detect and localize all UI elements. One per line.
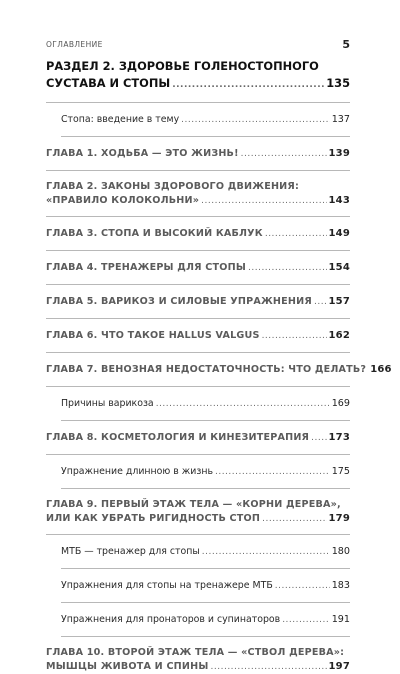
divider bbox=[61, 420, 350, 421]
dot-leader bbox=[172, 77, 324, 94]
divider bbox=[46, 352, 350, 353]
divider bbox=[61, 488, 350, 489]
toc-entry-mtb-exercises[interactable] bbox=[46, 579, 350, 593]
toc-page-number: 162 bbox=[328, 330, 350, 341]
divider bbox=[46, 216, 350, 217]
toc-entry-title: Упражнения для стопы на тренажере МТБ bbox=[61, 580, 273, 591]
divider bbox=[61, 568, 350, 569]
toc-entry-title: Упражнение длинною в жизнь bbox=[61, 466, 213, 477]
toc-entry-lifelong-exercise[interactable] bbox=[46, 465, 350, 479]
toc-page-number: 137 bbox=[331, 114, 350, 125]
dot-leader bbox=[311, 431, 326, 445]
table-of-contents bbox=[46, 58, 392, 674]
toc-entry-title: ГЛАВА 3. СТОПА И ВЫСОКИЙ КАБЛУК bbox=[46, 228, 263, 239]
toc-entry-title: ГЛАВА 6. ЧТО ТАКОЕ HALLUS VALGUS bbox=[46, 330, 260, 341]
dot-leader bbox=[215, 465, 330, 479]
dot-leader bbox=[282, 613, 330, 627]
toc-page-number: 139 bbox=[328, 148, 350, 159]
toc-page-number: 135 bbox=[326, 76, 350, 90]
toc-page-number: 149 bbox=[328, 228, 350, 239]
toc-entry-title-line-1: ГЛАВА 10. ВТОРОЙ ЭТАЖ ТЕЛА — «СТВОЛ ДЕРЕВА»: bbox=[46, 647, 345, 658]
toc-entry-title-line-1: РАЗДЕЛ 2. ЗДОРОВЬЕ ГОЛЕНОСТОПНОГО bbox=[46, 59, 319, 73]
toc-entry-pronators-exercises[interactable] bbox=[46, 613, 350, 627]
dot-leader bbox=[241, 147, 327, 161]
toc-entry-title: Причины варикоза bbox=[61, 398, 154, 409]
toc-page-number: 143 bbox=[328, 195, 350, 206]
toc-page-number: 179 bbox=[328, 513, 350, 524]
toc-page-number: 191 bbox=[331, 614, 350, 625]
toc-entry-title: ГЛАВА 7. ВЕНОЗНАЯ НЕДОСТАТОЧНОСТЬ: ЧТО ДЕЛАТЬ? bbox=[46, 364, 367, 375]
divider bbox=[61, 136, 350, 137]
toc-page-number: 197 bbox=[328, 661, 350, 672]
divider bbox=[46, 318, 350, 319]
dot-leader bbox=[248, 261, 327, 275]
dot-leader bbox=[202, 545, 330, 559]
divider bbox=[61, 636, 350, 637]
dot-leader bbox=[181, 113, 330, 127]
dot-leader bbox=[211, 660, 327, 674]
divider bbox=[46, 534, 350, 535]
toc-entry-chapter-6[interactable] bbox=[46, 329, 350, 343]
toc-page-number: 169 bbox=[331, 398, 350, 409]
divider bbox=[46, 102, 350, 103]
toc-entry-title: Упражнения для пронаторов и супинаторов bbox=[61, 614, 281, 625]
toc-entry-chapter-1[interactable] bbox=[46, 147, 350, 161]
divider bbox=[46, 386, 350, 387]
divider bbox=[46, 250, 350, 251]
toc-entry-title-line-2: «ПРАВИЛО КОЛОКОЛЬНИ» bbox=[46, 195, 200, 206]
dot-leader bbox=[262, 329, 327, 343]
toc-page-number: 175 bbox=[331, 466, 350, 477]
toc-entry-title-line-2: СУСТАВА И СТОПЫ bbox=[46, 76, 171, 90]
toc-entry-title-line-1: ГЛАВА 2. ЗАКОНЫ ЗДОРОВОГО ДВИЖЕНИЯ: bbox=[46, 181, 300, 192]
toc-entry-mtb-trainer[interactable] bbox=[46, 545, 350, 559]
toc-entry-chapter-5[interactable] bbox=[46, 295, 350, 309]
toc-entry-chapter-3[interactable] bbox=[46, 227, 350, 241]
dot-leader bbox=[262, 512, 326, 526]
toc-entry-chapter-10[interactable] bbox=[46, 646, 350, 674]
running-head: ОГЛАВЛЕНИЕ bbox=[46, 40, 103, 49]
toc-entry-chapter-9[interactable] bbox=[46, 498, 350, 526]
dot-leader bbox=[275, 579, 330, 593]
toc-page-number: 173 bbox=[328, 432, 350, 443]
divider bbox=[61, 602, 350, 603]
toc-entry-chapter-7[interactable] bbox=[46, 363, 392, 377]
toc-page-number: 166 bbox=[370, 364, 392, 375]
toc-entry-chapter-8[interactable] bbox=[46, 431, 350, 445]
divider bbox=[46, 284, 350, 285]
dot-leader bbox=[156, 397, 330, 411]
toc-page-number: 157 bbox=[328, 296, 350, 307]
toc-entry-part-2[interactable] bbox=[46, 58, 350, 94]
toc-entry-chapter-4[interactable] bbox=[46, 261, 350, 275]
toc-entry-title: ГЛАВА 1. ХОДЬБА — ЭТО ЖИЗНЬ! bbox=[46, 148, 239, 159]
dot-leader bbox=[265, 227, 327, 241]
toc-entry-title: ГЛАВА 8. КОСМЕТОЛОГИЯ И КИНЕЗИТЕРАПИЯ bbox=[46, 432, 310, 443]
toc-entry-title: ГЛАВА 4. ТРЕНАЖЕРЫ ДЛЯ СТОПЫ bbox=[46, 262, 246, 273]
toc-entry-title: ГЛАВА 5. ВАРИКОЗ И СИЛОВЫЕ УПРАЖНЕНИЯ bbox=[46, 296, 312, 307]
toc-entry-title-line-2: ИЛИ КАК УБРАТЬ РИГИДНОСТЬ СТОП bbox=[46, 513, 261, 524]
divider bbox=[46, 170, 350, 171]
page-number: 5 bbox=[342, 38, 350, 51]
toc-page-number: 180 bbox=[331, 546, 350, 557]
divider bbox=[46, 454, 350, 455]
dot-leader bbox=[201, 194, 326, 208]
toc-entry-title-line-2: МЫШЦЫ ЖИВОТА И СПИНЫ bbox=[46, 661, 209, 672]
toc-entry-title-line-1: ГЛАВА 9. ПЕРВЫЙ ЭТАЖ ТЕЛА — «КОРНИ ДЕРЕВА», bbox=[46, 499, 341, 510]
toc-page-number: 183 bbox=[331, 580, 350, 591]
toc-page-number: 154 bbox=[328, 262, 350, 273]
toc-entry-title: Стопа: введение в тему bbox=[61, 114, 180, 125]
toc-entry-varicose-causes[interactable] bbox=[46, 397, 350, 411]
toc-entry-chapter-2[interactable] bbox=[46, 180, 350, 208]
toc-entry-foot-intro[interactable] bbox=[46, 113, 350, 127]
toc-entry-title: МТБ — тренажер для стопы bbox=[61, 546, 200, 557]
dot-leader bbox=[314, 295, 327, 309]
